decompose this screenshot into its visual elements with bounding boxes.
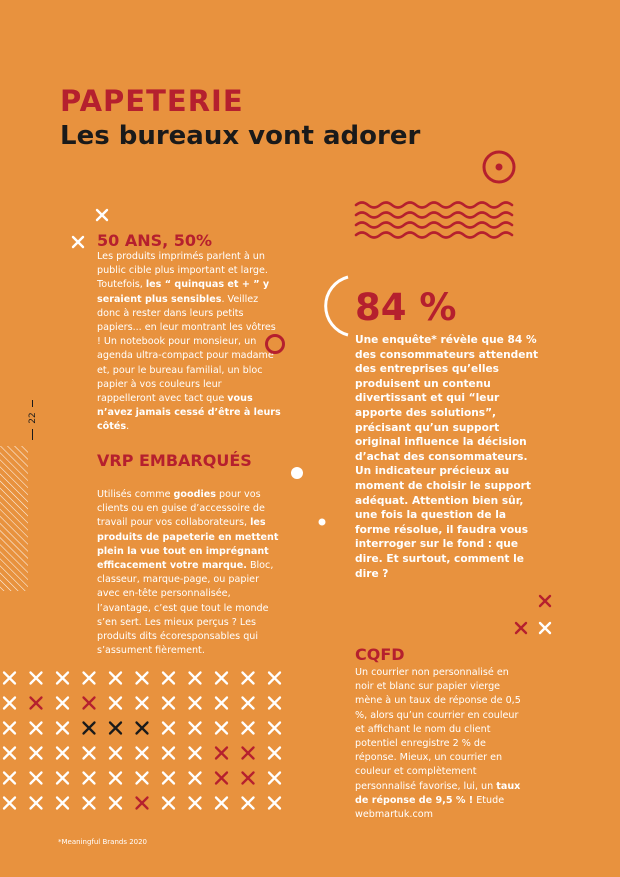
- cross-icon: [190, 723, 201, 734]
- survey-percentage: 84 %: [355, 286, 457, 329]
- section-50-ans-body: [97, 250, 282, 435]
- section-vrp-title: VRP EMBARQUÉS: [97, 451, 252, 470]
- cross-icon: [243, 773, 254, 784]
- ring-icon: [264, 333, 286, 355]
- cross-icon: [137, 798, 148, 809]
- cqfd-title: CQFD: [355, 645, 405, 664]
- cross-icon: [57, 673, 68, 684]
- text-run: Bloc, classeur, marque-page, ou papier avec en-tête personnalisée, l’avantage, c’est que tout le monde s’en sert. Les mieux perçus ? Les produits dits écoresponsables qui s’assument fièrement.: [97, 560, 274, 657]
- cross-icon: [110, 748, 121, 759]
- cross-icon: [163, 798, 174, 809]
- cross-icon: [216, 798, 227, 809]
- cross-icon: [84, 773, 95, 784]
- text-run: Un courrier non personnalisé en noir et blanc sur papier vierge mène à un taux de réponse de 0,5 %, alors qu’un courrier en couleur et affichant le nom du client potentiel enregistre 2 % de réponse. Mieux, un courrier en couleur et complètement personnalisé favorise, lui, un: [355, 667, 521, 792]
- cross-icon: [110, 673, 121, 684]
- cross-icon: [269, 723, 280, 734]
- cross-icon: [216, 673, 227, 684]
- cross-icon: [514, 621, 528, 635]
- cross-icon: [31, 673, 42, 684]
- cross-icon: [163, 723, 174, 734]
- cross-icon: [4, 798, 15, 809]
- cross-icon: [216, 698, 227, 709]
- cross-icon: [4, 698, 15, 709]
- cross-icon: [57, 698, 68, 709]
- survey-text: Une enquête* révèle que 84 % des consommateurs attendent des entreprises qu’elles produisent un contenu divertissant et qui “leur apporte des solutions”, précisant qu’un support original influence la décision d’achat des consommateurs. Un indicateur précieux au moment de choisir le support adéquat. Attention bien sûr, une fois la question de la forme résolue, il faudra vous interroger sur le fond : que dire. Et surtout, comment le dire ?: [355, 334, 539, 580]
- cross-icon: [137, 748, 148, 759]
- page-subtitle: Les bureaux vont adorer: [60, 121, 421, 151]
- cross-icon: [110, 798, 121, 809]
- cross-icon: [31, 723, 42, 734]
- cross-icon: [269, 698, 280, 709]
- cross-icon: [71, 235, 85, 249]
- cross-icon: [57, 748, 68, 759]
- cross-icon: [137, 698, 148, 709]
- cross-grid-decoration: [0, 668, 290, 818]
- cross-icon: [190, 798, 201, 809]
- text-run: . Veillez donc à rester dans leurs petits papiers... en leur montrant les vôtres ! Un notebook pour monsieur, un agenda ultra-compact pour madame et, pour le bureau familial, un bloc papier à vos couleurs leur rappelleront avec tact que: [97, 293, 276, 405]
- target-circle-icon: [482, 150, 516, 184]
- cross-icon: [4, 748, 15, 759]
- cross-icon: [84, 723, 95, 734]
- cross-icon: [57, 798, 68, 809]
- cross-icon: [216, 748, 227, 759]
- bold-text-run: taux de réponse de 9,5 % !: [355, 780, 521, 806]
- cross-icon: [216, 723, 227, 734]
- section-vrp-body: [97, 488, 282, 658]
- cross-icon: [243, 673, 254, 684]
- cross-icon: [269, 773, 280, 784]
- cqfd-body: [355, 666, 525, 822]
- cross-icon: [190, 698, 201, 709]
- section-50-ans-title: 50 ANS, 50%: [97, 231, 213, 250]
- cross-icon: [4, 773, 15, 784]
- wavy-lines-decoration: [354, 200, 514, 240]
- cross-icon: [243, 698, 254, 709]
- cross-icon: [84, 673, 95, 684]
- bold-text-run: les produits de papeterie en mettent plein la vue tout en imprégnant efficacement votre marque.: [97, 517, 279, 572]
- text-run: Etude webmartuk.com: [355, 794, 505, 821]
- cross-icon: [31, 748, 42, 759]
- cross-icon: [243, 723, 254, 734]
- cross-icon: [190, 773, 201, 784]
- dot-decoration: [318, 518, 326, 526]
- cross-icon: [137, 723, 148, 734]
- text-run: Utilisés comme: [97, 489, 174, 500]
- cross-icon: [163, 748, 174, 759]
- cross-icon: [31, 698, 42, 709]
- cross-icon: [31, 798, 42, 809]
- cross-icon: [269, 673, 280, 684]
- cross-icon: [243, 748, 254, 759]
- arc-decoration: [312, 274, 352, 338]
- cross-icon: [163, 773, 174, 784]
- dot-decoration: [290, 466, 304, 480]
- cross-icon: [110, 723, 121, 734]
- bold-text-run: les “ quinquas et + ” y seraient plus sensibles: [97, 279, 270, 305]
- text-run: Les produits imprimés parlent à un public cible plus important et large. Toutefois,: [97, 251, 268, 291]
- cross-icon: [269, 748, 280, 759]
- cross-icon: [243, 798, 254, 809]
- text-run: pour vos clients ou en guise d’accessoire de travail pour vos collaborateurs,: [97, 489, 265, 529]
- cross-icon: [84, 798, 95, 809]
- cross-icon: [163, 673, 174, 684]
- footnote: *Meaningful Brands 2020: [58, 838, 148, 846]
- cross-icon: [110, 698, 121, 709]
- cross-icon: [84, 698, 95, 709]
- cross-icon: [31, 773, 42, 784]
- page-title: PAPETERIE: [60, 84, 244, 118]
- cross-icon: [4, 723, 15, 734]
- cross-icon: [57, 773, 68, 784]
- cross-icon: [269, 798, 280, 809]
- text-run: .: [126, 421, 130, 433]
- cross-icon: [190, 748, 201, 759]
- cross-icon: [190, 673, 201, 684]
- bold-text-run: vous n’avez jamais cessé d’être à leurs côtés: [97, 393, 281, 433]
- cross-icon: [538, 594, 552, 608]
- cross-icon: [538, 621, 552, 635]
- cross-icon: [57, 723, 68, 734]
- cross-icon: [84, 748, 95, 759]
- cross-icon: [137, 773, 148, 784]
- cross-icon: [163, 698, 174, 709]
- cross-icon: [110, 773, 121, 784]
- cross-icon: [95, 208, 109, 222]
- cross-icon: [216, 773, 227, 784]
- page-number: 22: [28, 407, 38, 429]
- cross-icon: [4, 673, 15, 684]
- hatched-band-decoration: [0, 446, 28, 591]
- bold-text-run: goodies: [173, 489, 216, 500]
- cross-icon: [137, 673, 148, 684]
